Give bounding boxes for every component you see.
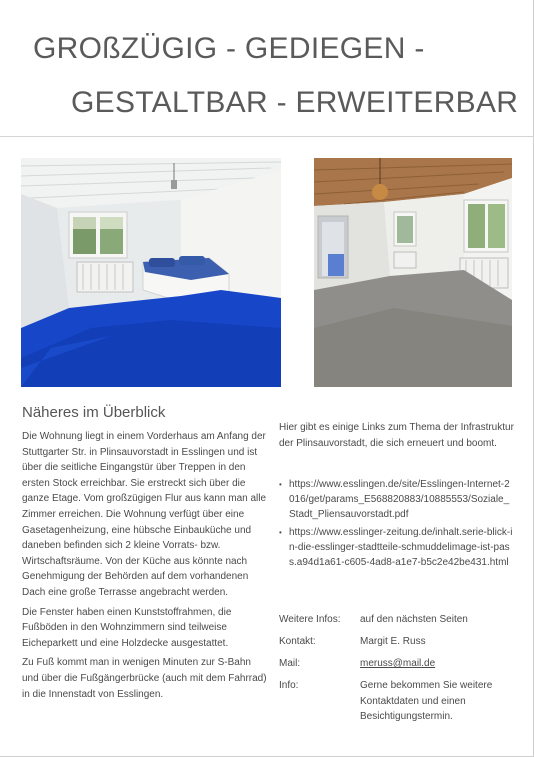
overview-paragraph-2: Die Fenster haben einen Kunststoffrahmen, die Fußböden in den Wohnzimmern sind teilweise Eicheparkett und eine Holzdecke ausgestattet. xyxy=(22,606,232,649)
living-room-photo xyxy=(314,158,512,387)
bullet-icon: • xyxy=(279,527,282,537)
info-row-kontakt xyxy=(279,634,519,656)
list-item xyxy=(279,525,515,571)
overview-text xyxy=(22,429,268,706)
link-esslinger-zeitung[interactable]: https://www.esslinger-zeitung.de/inhalt.serie-blick-in-die-esslinger-stadtteile-schmuddelimage-ist-pass.a94d1a61-c605-4ad8-a1e7-b5c2e42be431.html xyxy=(289,526,513,569)
kontakt-label: Kontakt: xyxy=(279,636,316,647)
info-value: Gerne bekommen Sie weitere Kontaktdaten und einen Besichtigungstermin. xyxy=(360,680,493,723)
info-row-mail xyxy=(279,656,519,678)
link-list xyxy=(279,477,515,572)
page-title-line-2: GESTALTBAR - ERWEITERBAR xyxy=(71,86,519,119)
living-room-illustration xyxy=(314,158,512,387)
info-label: Info: xyxy=(279,680,299,691)
bullet-icon: • xyxy=(279,480,282,489)
mail-link[interactable]: meruss@mail.de xyxy=(360,658,436,669)
bedroom-illustration xyxy=(21,158,281,387)
links-intro: Hier gibt es einige Links zum Thema der Infrastruktur der Plinsauvorstadt, die sich erneuert und boomt. xyxy=(279,422,514,449)
overview-paragraph-3: Zu Fuß kommt man in wenigen Minuten zur S-Bahn und über die Fußgängerbrücke (auch mit dem Fahrrad) in die Innenstadt von Esslingen. xyxy=(22,657,267,700)
overview-paragraph-1: Die Wohnung liegt in einem Vorderhaus am Anfang der Stuttgarter Str. in Plinsauvorstadt in Esslingen und ist über die seitliche Eingangstür über Treppen in den ersten Stock erreichbar. Sie erstreckt sich über die ganze Etage. Vom großzügigen Flur aus kann man alle Zimmer erreichen. Die Wohnung verfügt über eine Gasetagenheizung, eine hübsche Einbauküche und daneben befinden sich 2 kleine Vorrats- bzw. Wirtschaftsräume. Von der Küche aus könnte nach Genehmigung der Behörden auf dem vorhandenen Dach eine große Terrasse angebracht werden. xyxy=(22,431,267,598)
weitere-infos-value: auf den nächsten Seiten xyxy=(360,614,468,625)
info-table xyxy=(279,612,519,728)
kontakt-value: Margit E. Russ xyxy=(360,636,426,647)
mail-label: Mail: xyxy=(279,658,301,669)
overview-heading: Näheres im Überblick xyxy=(22,404,166,421)
link-esslingen-pdf[interactable]: https://www.esslingen.de/site/Esslingen-Internet-2016/get/params_E568820883/10885553/Soziale_Stadt_Pliensauvorstadt.pdf xyxy=(289,479,510,521)
weitere-infos-label: Weitere Infos: xyxy=(279,614,341,625)
bedroom-photo xyxy=(21,158,281,387)
page-title-line-1: GROßZÜGIG - GEDIEGEN - xyxy=(33,32,425,65)
header-divider xyxy=(0,136,534,137)
list-item xyxy=(279,477,515,523)
info-row-weitere xyxy=(279,612,519,634)
info-row-info xyxy=(279,678,519,728)
